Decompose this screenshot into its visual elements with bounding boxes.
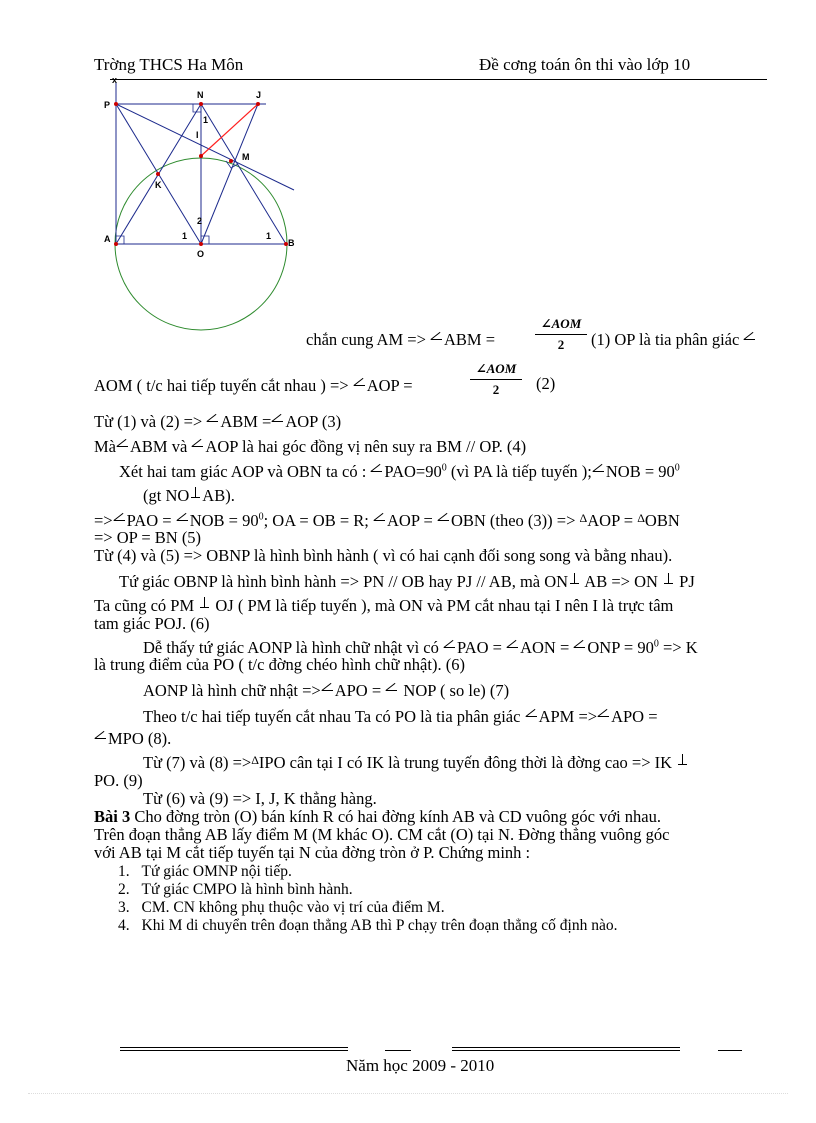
label-b1: 1 bbox=[266, 231, 272, 241]
label-a: A bbox=[104, 234, 111, 244]
angle-icon bbox=[95, 729, 106, 739]
footer-rule-3 bbox=[385, 1050, 411, 1051]
label-n: N bbox=[197, 90, 204, 100]
exercise-item-3: 3. CM. CN không phụ thuộc vào vị trí của điểm M. bbox=[118, 899, 445, 916]
angle-icon bbox=[526, 707, 537, 717]
perpendicular-icon bbox=[191, 487, 200, 498]
exercise-item-1: 1. Tứ giác OMNP nội tiếp. bbox=[118, 863, 292, 880]
proof-line-6: (gt NO AB). bbox=[143, 486, 235, 505]
angle-icon bbox=[371, 462, 382, 472]
angle-icon bbox=[431, 330, 442, 340]
exercise-item-2: 2. Tứ giác CMPO là hình bình hành. bbox=[118, 881, 353, 898]
exercise-item-4: 4. Khi M di chuyển trên đoạn thẳng AB thì P chạy trên đoạn thẳng cố định nào. bbox=[118, 917, 618, 934]
proof-line-18: Từ (7) và (8) =>$^\Delta$IPO cân tại I có IK là trung tuyến đông thời là đờng cao => IK bbox=[143, 754, 689, 772]
label-o2: 2 bbox=[197, 216, 203, 226]
angle-icon bbox=[207, 412, 218, 422]
label-o: O bbox=[197, 249, 205, 259]
header-title: Đề cơng toán ôn thi vào lớp 10 bbox=[479, 55, 691, 74]
page-bottom-dotted-line bbox=[28, 1093, 788, 1094]
angle-icon bbox=[117, 437, 128, 447]
label-p: P bbox=[104, 100, 111, 110]
proof-line-14: là trung điểm của PO ( t/c đờng chéo hình chữ nhật). (6) bbox=[94, 655, 465, 674]
perpendicular-icon bbox=[570, 573, 579, 584]
angle-icon bbox=[444, 638, 455, 648]
proof-line-12: tam giác POJ. (6) bbox=[94, 614, 210, 633]
proof-line-7: => PAO = NOB = $90^0$; OA = OB = R; AOP = OBN (theo (3)) => $^\Delta$AOP = $^\Delta$OBN bbox=[94, 511, 680, 530]
proof-line-17: MPO (8). bbox=[94, 729, 171, 748]
proof-line-15: AONP là hình chữ nhật => APO = NOP ( so le) (7) bbox=[143, 681, 510, 700]
proof-line-10: Tứ giác OBNP là hình bình hành => PN // OB hay PJ // AB, mà ON AB => ON PJ bbox=[119, 572, 695, 591]
angle-icon bbox=[574, 638, 585, 648]
proof-line-11: Ta cũng có PM OJ ( PM là tiếp tuyến ), mà ON và PM cắt nhau tại I nên I là trực tâm bbox=[94, 596, 674, 615]
label-j: J bbox=[256, 90, 262, 100]
footer-rule-5 bbox=[452, 1050, 680, 1051]
angle-icon bbox=[354, 376, 365, 386]
label-k: K bbox=[155, 180, 162, 190]
proof-line-1: chắn cung AM => ABM = bbox=[306, 330, 496, 349]
fraction-aom-2: ∠AOM 2 bbox=[470, 361, 522, 398]
perpendicular-icon bbox=[200, 597, 209, 608]
proof-line-3: Từ (1) và (2) => ABM = AOP (3) bbox=[94, 412, 342, 431]
proof-line-8: => OP = BN (5) bbox=[94, 528, 202, 547]
footer-rule-2 bbox=[120, 1050, 348, 1051]
footer-rule-1 bbox=[120, 1047, 348, 1048]
perpendicular-icon bbox=[678, 754, 687, 765]
proof-line-16: Theo t/c hai tiếp tuyến cắt nhau Ta có PO là tia phân giác APM => APO = bbox=[143, 707, 658, 726]
proof-line-1-tail: (1) OP là tia phân giác bbox=[591, 330, 757, 349]
exercise-title: Bài 3 bbox=[94, 807, 131, 826]
angle-icon bbox=[438, 511, 449, 521]
line-nb bbox=[201, 104, 286, 244]
header-school: Trờng THCS Ha Môn bbox=[94, 55, 244, 74]
exercise-line-1: Bài 3 Cho đờng tròn (O) bán kính R có hai đờng kính AB và CD vuông góc với nhau. bbox=[94, 807, 661, 826]
angle-icon bbox=[598, 707, 609, 717]
footer-rule-4 bbox=[452, 1047, 680, 1048]
angle-icon bbox=[744, 330, 755, 340]
proof-line-20: Từ (6) và (9) => I, J, K thẳng hàng. bbox=[143, 789, 377, 808]
proof-line-9: Từ (4) và (5) => OBNP là hình bình hành ( vì có hai cạnh đối song song và bằng nhau). bbox=[94, 546, 673, 565]
label-b: B bbox=[288, 238, 295, 248]
exercise-line-2: Trên đoạn thẳng AB lấy điểm M (M khác O). CM cắt (O) tại N. Đờng thẳng vuông góc bbox=[94, 825, 670, 844]
line-jo bbox=[201, 104, 258, 244]
proof-line-13: Dễ thấy tứ giác AONP là hình chữ nhật vì có PAO = AON = ONP = $90^0 => K$ bbox=[143, 638, 698, 657]
angle-icon bbox=[272, 412, 283, 422]
geometry-figure bbox=[100, 78, 310, 338]
angle-icon bbox=[386, 681, 397, 691]
label-i: I bbox=[196, 130, 199, 140]
angle-icon bbox=[177, 511, 188, 521]
fraction-aom-1: ∠AOM 2 bbox=[535, 316, 587, 353]
perpendicular-icon bbox=[664, 573, 673, 584]
line-ij bbox=[201, 104, 258, 156]
exercise-line-3: với AB tại M cắt tiếp tuyến tại N của đờng tròn ở P. Chứng minh : bbox=[94, 843, 531, 862]
angle-icon bbox=[192, 437, 203, 447]
label-n1: 1 bbox=[203, 115, 209, 125]
proof-line-4: Mà ABM và AOP là hai góc đồng vị nên suy ra BM // OP. (4) bbox=[94, 437, 527, 456]
footer-rule-6 bbox=[718, 1050, 742, 1051]
angle-icon bbox=[114, 511, 125, 521]
proof-line-2: AOM ( t/c hai tiếp tuyến cắt nhau ) => AOP = bbox=[94, 376, 413, 395]
footer-year: Năm học 2009 - 2010 bbox=[346, 1056, 495, 1075]
angle-icon bbox=[322, 681, 333, 691]
proof-line-5: Xét hai tam giác AOP và OBN ta có : $PAO=90^0$ (vì PA là tiếp tuyến ); NOB = $90^0$ bbox=[119, 462, 680, 481]
proof-line-2-tail: (2) bbox=[536, 374, 556, 393]
proof-line-19: PO. (9) bbox=[94, 771, 143, 790]
angle-icon bbox=[507, 638, 518, 648]
label-m: M bbox=[242, 152, 250, 162]
label-x: x bbox=[112, 78, 118, 85]
angle-icon bbox=[593, 462, 604, 472]
angle-icon bbox=[374, 511, 385, 521]
label-o1: 1 bbox=[182, 231, 188, 241]
